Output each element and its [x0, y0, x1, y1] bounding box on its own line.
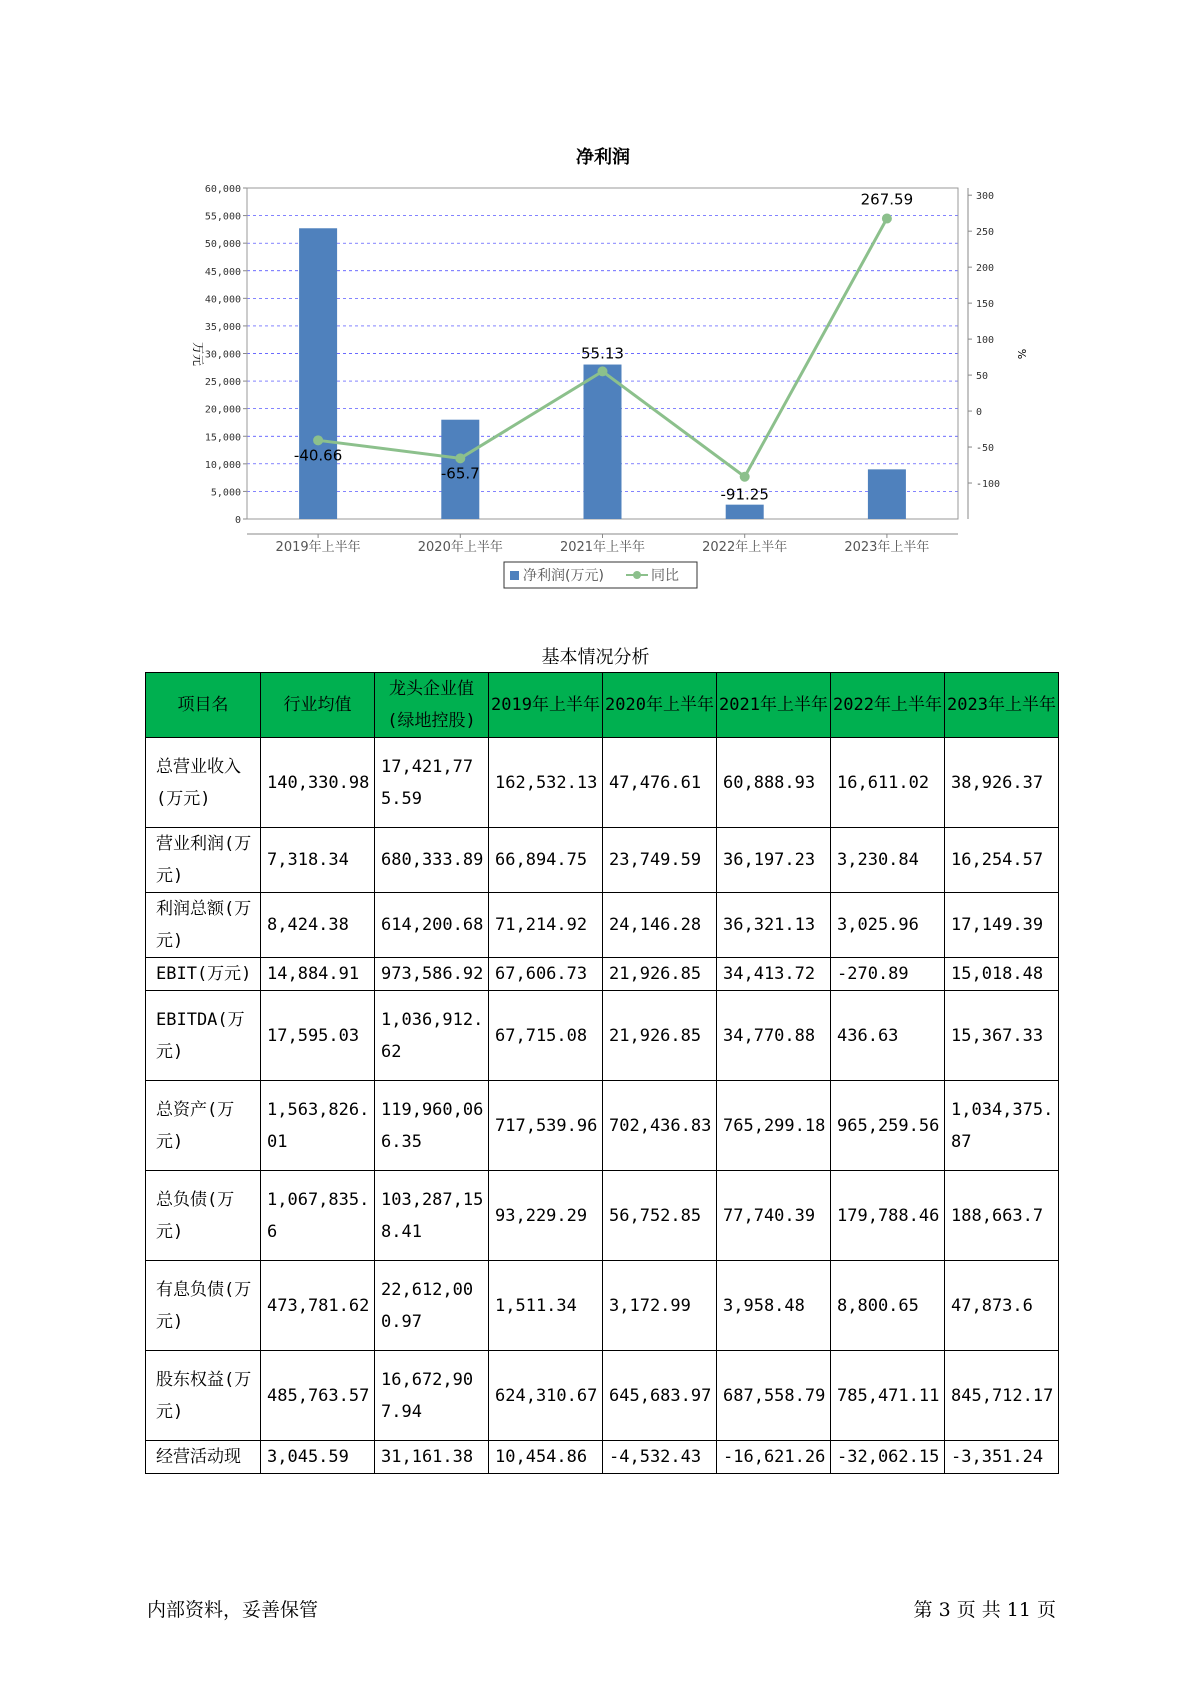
table-cell: 965,259.56: [831, 1081, 945, 1171]
y2-axis-title: %: [1015, 348, 1028, 360]
x-tick-label: 2023年上半年: [844, 540, 930, 555]
column-header: 龙头企业值(绿地控股): [375, 673, 489, 738]
table-row: [146, 1171, 1059, 1261]
table-row: [146, 893, 1059, 958]
chart-title: 净利润: [576, 147, 630, 168]
y-tick-label: 0: [234, 515, 241, 526]
row-label: EBIT(万元): [146, 958, 261, 991]
table-cell: -32,062.15: [831, 1441, 945, 1474]
row-label: 总资产(万元): [146, 1081, 261, 1171]
row-label: 利润总额(万元): [146, 893, 261, 958]
table-cell: 162,532.13: [489, 738, 603, 828]
yoy-point: [313, 435, 323, 445]
table-cell: 485,763.57: [261, 1351, 375, 1441]
table-cell: 67,715.08: [489, 991, 603, 1081]
table-cell: 845,712.17: [945, 1351, 1059, 1441]
table-cell: 973,586.92: [375, 958, 489, 991]
table-cell: 3,172.99: [603, 1261, 717, 1351]
table-cell: -16,621.26: [717, 1441, 831, 1474]
table-cell: 17,595.03: [261, 991, 375, 1081]
table-cell: 1,511.34: [489, 1261, 603, 1351]
table-cell: 16,254.57: [945, 828, 1059, 893]
bar: [868, 469, 906, 519]
y2-tick-label: -50: [976, 443, 995, 455]
row-label: EBITDA(万元): [146, 991, 261, 1081]
basic-info-table: [145, 672, 1059, 1474]
yoy-data-label: -40.66: [293, 446, 343, 465]
table-cell: 140,330.98: [261, 738, 375, 828]
y2-tick-label: 300: [976, 191, 995, 203]
table-cell: -4,532.43: [603, 1441, 717, 1474]
bar: [584, 365, 622, 519]
table-cell: 8,800.65: [831, 1261, 945, 1351]
y2-tick-label: 200: [976, 263, 995, 275]
y-tick-label: 20,000: [204, 404, 241, 416]
table-cell: 23,749.59: [603, 828, 717, 893]
table-cell: 56,752.85: [603, 1171, 717, 1261]
table-cell: 3,045.59: [261, 1441, 375, 1474]
column-header: 2019年上半年: [489, 673, 603, 738]
table-cell: 1,034,375.87: [945, 1081, 1059, 1171]
yoy-data-label: 55.13: [581, 344, 624, 363]
column-header: 2022年上半年: [831, 673, 945, 738]
yoy-point: [455, 453, 465, 463]
legend-bar-swatch: [510, 571, 519, 580]
yoy-point: [882, 214, 892, 224]
table-cell: 36,197.23: [717, 828, 831, 893]
row-label: 股东权益(万元): [146, 1351, 261, 1441]
row-label: 有息负债(万元): [146, 1261, 261, 1351]
y-tick-label: 40,000: [204, 294, 241, 306]
table-cell: 67,606.73: [489, 958, 603, 991]
yoy-point: [598, 366, 608, 376]
legend-line-marker: [633, 571, 641, 579]
footer-confidential: 内部资料，妥善保管: [147, 1599, 319, 1621]
yoy-data-label: -65.7: [440, 464, 480, 483]
y2-tick-label: 50: [976, 371, 989, 383]
table-cell: 3,230.84: [831, 828, 945, 893]
y2-tick-label: 100: [976, 335, 995, 347]
y2-tick-label: 0: [976, 407, 983, 419]
table-row: [146, 1351, 1059, 1441]
table-cell: 624,310.67: [489, 1351, 603, 1441]
y2-tick-label: -100: [976, 479, 1001, 491]
footer-page-number: 第 3 页 共 11 页: [913, 1599, 1056, 1621]
table-title: 基本情况分析: [541, 647, 650, 668]
legend-bar-label: 净利润(万元): [523, 568, 604, 584]
table-cell: 77,740.39: [717, 1171, 831, 1261]
table-row: [146, 991, 1059, 1081]
table-cell: 687,558.79: [717, 1351, 831, 1441]
yoy-data-label: 267.59: [860, 190, 914, 209]
y2-tick-label: 150: [976, 299, 995, 311]
row-label: 经营活动现: [146, 1441, 261, 1474]
table-cell: 34,413.72: [717, 958, 831, 991]
table-cell: 436.63: [831, 991, 945, 1081]
y-tick-label: 15,000: [204, 432, 241, 444]
table-row: [146, 1261, 1059, 1351]
bar: [299, 228, 337, 519]
table-cell: 14,884.91: [261, 958, 375, 991]
table-cell: 702,436.83: [603, 1081, 717, 1171]
row-label: 营业利润(万元): [146, 828, 261, 893]
table-cell: 15,018.48: [945, 958, 1059, 991]
table-row: [146, 1081, 1059, 1171]
y-tick-label: 50,000: [204, 239, 241, 251]
table-cell: 47,476.61: [603, 738, 717, 828]
table-cell: 21,926.85: [603, 991, 717, 1081]
table-row: [146, 958, 1059, 991]
table-cell: 15,367.33: [945, 991, 1059, 1081]
table-cell: 17,149.39: [945, 893, 1059, 958]
column-header: 项目名: [146, 673, 261, 738]
table-cell: 1,036,912.62: [375, 991, 489, 1081]
table-cell: 614,200.68: [375, 893, 489, 958]
legend-line-label: 同比: [651, 568, 679, 584]
table-cell: 103,287,158.41: [375, 1171, 489, 1261]
net-profit-chart: [0, 0, 1191, 620]
table-cell: 22,612,000.97: [375, 1261, 489, 1351]
table-cell: 645,683.97: [603, 1351, 717, 1441]
y-tick-label: 35,000: [204, 321, 241, 333]
table-cell: -270.89: [831, 958, 945, 991]
table-cell: 36,321.13: [717, 893, 831, 958]
y-tick-label: 55,000: [204, 211, 241, 223]
y-tick-label: 5,000: [210, 487, 241, 499]
table-cell: 473,781.62: [261, 1261, 375, 1351]
x-tick-label: 2021年上半年: [559, 540, 646, 555]
table-cell: 7,318.34: [261, 828, 375, 893]
table-cell: 21,926.85: [603, 958, 717, 991]
table-cell: -3,351.24: [945, 1441, 1059, 1474]
table-cell: 680,333.89: [375, 828, 489, 893]
row-label: 总营业收入(万元): [146, 738, 261, 828]
column-header: 2023年上半年: [945, 673, 1059, 738]
table-row: [146, 1441, 1059, 1474]
table-cell: 31,161.38: [375, 1441, 489, 1474]
table-cell: 765,299.18: [717, 1081, 831, 1171]
table-cell: 16,611.02: [831, 738, 945, 828]
table-cell: 785,471.11: [831, 1351, 945, 1441]
x-tick-label: 2022年上半年: [702, 540, 788, 555]
table-cell: 1,563,826.01: [261, 1081, 375, 1171]
table-cell: 66,894.75: [489, 828, 603, 893]
table-cell: 16,672,907.94: [375, 1351, 489, 1441]
table-header-row: [146, 673, 1059, 738]
yoy-data-label: -91.25: [720, 485, 769, 504]
y-axis-title: 万元: [191, 341, 205, 367]
table-cell: 8,424.38: [261, 893, 375, 958]
table-cell: 1,067,835.6: [261, 1171, 375, 1261]
row-label: 总负债(万元): [146, 1171, 261, 1261]
y-tick-label: 60,000: [204, 184, 241, 195]
table-cell: 47,873.6: [945, 1261, 1059, 1351]
y-tick-label: 25,000: [204, 377, 241, 389]
table-cell: 10,454.86: [489, 1441, 603, 1474]
bar: [726, 505, 764, 519]
table-cell: 3,958.48: [717, 1261, 831, 1351]
table-cell: 179,788.46: [831, 1171, 945, 1261]
table-row: [146, 738, 1059, 828]
table-cell: 717,539.96: [489, 1081, 603, 1171]
table-cell: 60,888.93: [717, 738, 831, 828]
y-tick-label: 10,000: [204, 459, 241, 471]
table-cell: 188,663.7: [945, 1171, 1059, 1261]
table-cell: 71,214.92: [489, 893, 603, 958]
table-cell: 24,146.28: [603, 893, 717, 958]
table-cell: 3,025.96: [831, 893, 945, 958]
column-header: 2020年上半年: [603, 673, 717, 738]
x-tick-label: 2019年上半年: [275, 540, 361, 555]
table-cell: 17,421,775.59: [375, 738, 489, 828]
y-tick-label: 30,000: [204, 349, 241, 361]
yoy-point: [740, 472, 750, 482]
y2-tick-label: 250: [976, 227, 995, 239]
y-tick-label: 45,000: [204, 266, 241, 278]
column-header: 行业均值: [261, 673, 375, 738]
column-header: 2021年上半年: [717, 673, 831, 738]
table-cell: 119,960,066.35: [375, 1081, 489, 1171]
table-cell: 93,229.29: [489, 1171, 603, 1261]
table-cell: 34,770.88: [717, 991, 831, 1081]
table-row: [146, 828, 1059, 893]
x-tick-label: 2020年上半年: [417, 540, 503, 555]
table-cell: 38,926.37: [945, 738, 1059, 828]
